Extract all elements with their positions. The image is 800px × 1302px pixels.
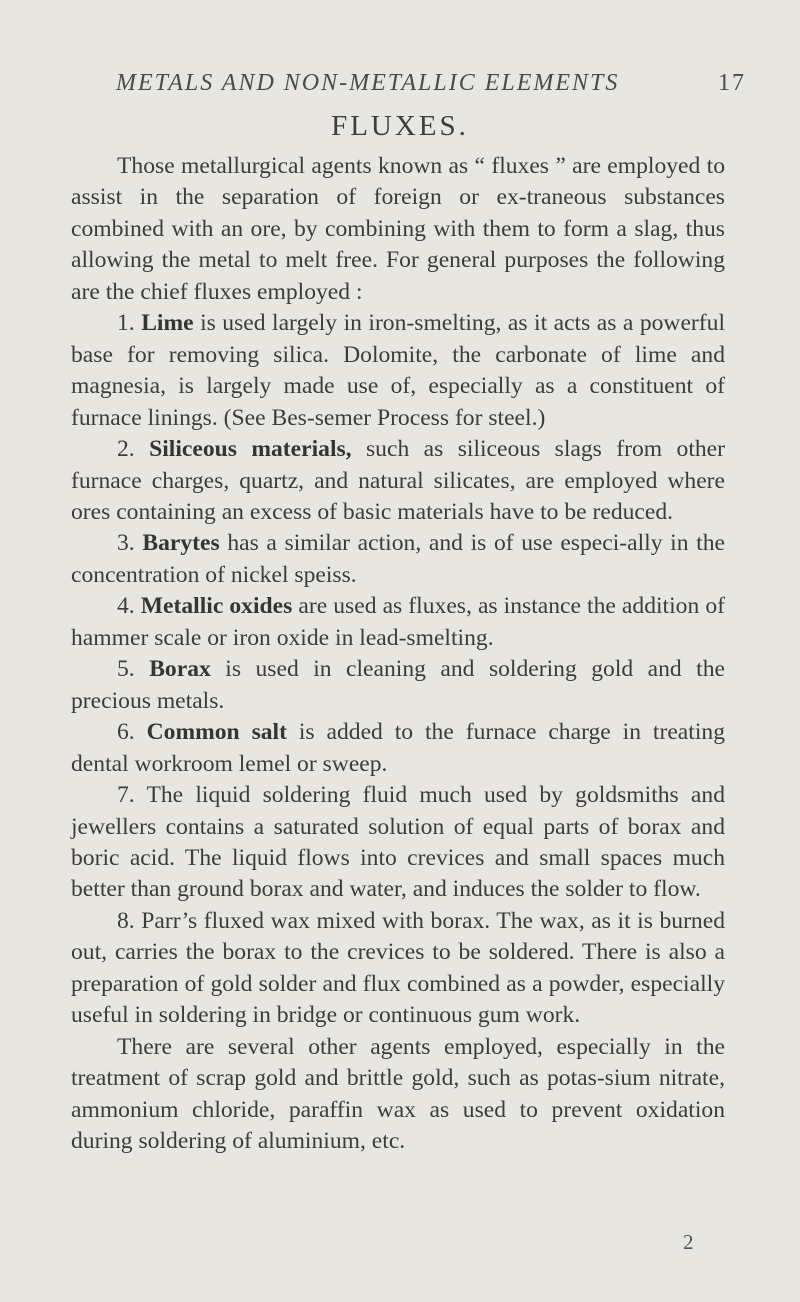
item-term: Lime [141, 310, 194, 337]
item-text: is used largely in iron-smelting, as it acts as a powerful base for removing silica. Dolomite, the carbonate of lime and magnesia, is largely made use of, especially as a constituent of furnace linings. (See Bes-semer Process for steel.) [71, 310, 726, 431]
item-number: 5. [117, 656, 135, 683]
item-text: Parr’s fluxed wax mixed with borax. The wax, as it is burned out, carries the borax to the crevices to be soldered. There is also a preparation of gold solder and flux combined as a powder, especially useful in soldering in bridge or continuous gum work. [71, 907, 725, 1029]
item-text: such as siliceous slags from other furnace charges, quartz, and natural silicates, are employed where ores containing an excess of basic materials have to be reduced. [71, 436, 725, 525]
item-term: Borax [149, 656, 211, 683]
item-text: is added to the furnace charge in treating dental workroom lemel or sweep. [71, 719, 725, 777]
section-title: FLUXES. [331, 110, 469, 142]
running-head-title: METALS AND NON-METALLIC ELEMENTS [116, 70, 620, 96]
signature-mark: 2 [683, 1230, 694, 1254]
item-term: Common salt [146, 719, 287, 746]
item-number: 3. [117, 530, 135, 557]
item-number: 2. [117, 436, 135, 463]
list-item [71, 434, 725, 528]
item-text: is used in cleaning and soldering gold and the precious metals. [71, 656, 726, 714]
item-number: 7. [117, 782, 135, 809]
list-item [71, 654, 725, 717]
list-item [71, 717, 725, 780]
item-term: Metallic oxides [140, 593, 293, 620]
item-number: 1. [117, 310, 135, 337]
body-text [71, 151, 725, 1158]
item-term: Siliceous materials, [149, 436, 352, 463]
item-text: The liquid soldering fluid much used by goldsmiths and jewellers contains a saturated solution of equal parts of borax and boric acid. The liquid flows into crevices and small spaces much better than ground borax and water, and induces the solder to flow. [71, 782, 725, 903]
item-number: 8. [117, 907, 135, 934]
item-term: Barytes [142, 530, 220, 557]
item-number: 4. [117, 593, 135, 620]
list-item [71, 906, 725, 1032]
list-item [71, 780, 725, 906]
list-item [71, 308, 725, 434]
list-item [71, 591, 725, 654]
list-item [71, 528, 725, 591]
page-number: 17 [718, 70, 746, 96]
intro-paragraph: Those metallurgical agents known as “ fluxes ” are employed to assist in the separation of foreign or ex-traneous substances combined with an ore, by combining with them to form a slag, thus allowing the metal to melt free. For general purposes the following are the chief fluxes employed : [71, 153, 725, 305]
item-number: 6. [117, 719, 135, 746]
item-text: has a similar action, and is of use especi-ally in the concentration of nickel speiss. [71, 530, 725, 588]
closing-paragraph: There are several other agents employed, especially in the treatment of scrap gold and brittle gold, such as potas-sium nitrate, ammonium chloride, paraffin wax as used to prevent oxidation during soldering of aluminium, etc. [71, 1033, 725, 1155]
item-text: are used as fluxes, as instance the addition of hammer scale or iron oxide in lead-smelting. [71, 593, 725, 651]
running-head [116, 70, 746, 106]
